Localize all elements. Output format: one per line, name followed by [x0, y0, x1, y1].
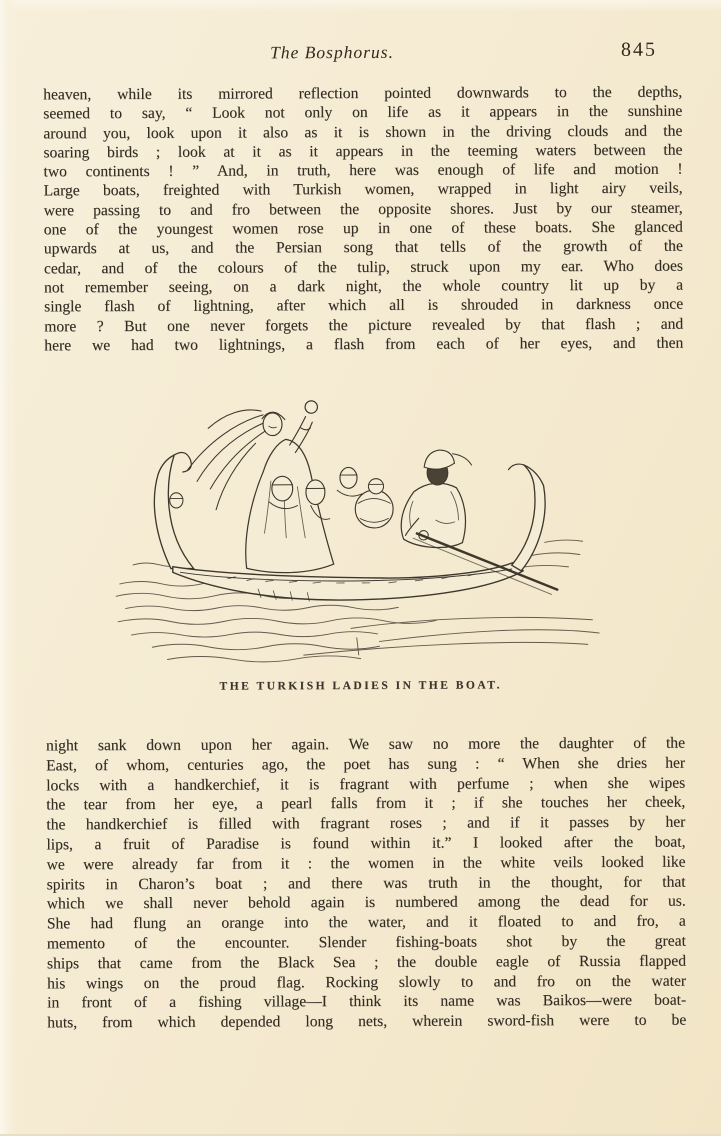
veiled-lady-2-head [306, 480, 325, 505]
text-line: one of the youngest women rose up in one of these boats. She glanced [44, 218, 683, 240]
boat-prow [154, 455, 193, 569]
paragraph-1 [43, 83, 683, 356]
stern-tip [508, 464, 523, 470]
text-line: spirits in Charon’s boat ; and there was truth in the thought, for that [47, 872, 686, 895]
veiled-lady-1-head [272, 476, 293, 501]
text-line: upwards at us, and the Persian song that tells of the growth of the [44, 237, 683, 259]
text-line: Large boats, freighted with Turkish women, wrapped in light airy veils, [44, 179, 683, 201]
orange-fruit [305, 401, 317, 413]
page-number: 845 [621, 39, 657, 62]
running-title: The Bosphorus. [43, 41, 621, 65]
text-line: his wings on the proud flag. Rocking slowly to and fro on the water [47, 971, 686, 994]
text-line: the tear from her eye, a pearl falls from it ; if she touches her cheek, [46, 793, 685, 816]
text-line: lips, a fruit of Paradise is found within it.” I looked after the boat, [46, 833, 685, 856]
text-line: around you, look upon it also as it is shown in the driving clouds and the [43, 121, 682, 143]
text-line: huts, from which depended long nets, wherein sword-fish were to be [47, 1011, 686, 1034]
text-line: East, of whom, centuries ago, the poet has sung : “ When she dries her [46, 753, 685, 776]
woman-dress [245, 439, 334, 573]
text-line: in front of a fishing village—I think its name was Baikos—were boat- [47, 991, 686, 1014]
paragraph-2 [46, 734, 686, 1034]
text-line: locks with a handkerchief, it is fragrant with perfume ; when she wipes [46, 773, 685, 796]
woman-head [263, 413, 282, 436]
text-line: cedar, and of the colours of the tulip, struck upon my ear. Who does [44, 256, 683, 278]
veiled-head-prow [170, 493, 183, 508]
illustration-figure [99, 385, 620, 671]
text-line: memento of the encounter. Slender fishing-boats shot by the great [47, 932, 686, 955]
illustration-caption: THE TURKISH LADIES IN THE BOAT. [156, 679, 566, 693]
boat-engraving-illustration [99, 385, 620, 671]
text-line: more ? But one never forgets the picture revealed by that flash ; and [44, 314, 683, 336]
text-line: heaven, while its mirrored reflection pointed downwards to the depths, [43, 83, 682, 105]
text-line: seemed to say, “ Look not only on life as it appears in the sunshine [43, 102, 682, 124]
text-line: night sank down upon her again. We saw no more the daughter of the [46, 734, 685, 757]
text-line: we were already far from it : the women in the white veils looked like [47, 852, 686, 875]
running-head [43, 41, 681, 68]
text-line: were passing to and fro between the opposite shores. Just by our steamer, [44, 198, 683, 220]
text-line: not remember seeing, on a dark night, the whole country lit up by a [44, 276, 683, 298]
text-line: the handkerchief is filled with fragrant roses ; and if it passes by her [46, 813, 685, 836]
text-line: which we shall never behold again is numbered among the dead for us. [47, 892, 686, 915]
text-line: single flash of lightning, after which all is shrouded in darkness once [44, 295, 683, 317]
bundled-figure-head [368, 479, 383, 494]
rower-cap [424, 450, 454, 469]
text-line: two continents ! ” And, in truth, here was enough of life and motion ! [43, 160, 682, 182]
text-line: ships that came from the Black Sea ; the double eagle of Russia flapped [47, 951, 686, 974]
text-line: soaring birds ; look at it as it appears in the teeming waters between the [43, 140, 682, 162]
veiled-lady-3-head [340, 467, 357, 488]
rower-body [401, 483, 466, 548]
boat-stern [511, 465, 545, 571]
text-line: She had flung an orange into the water, and it floated to and fro, a [47, 912, 686, 935]
text-line: here we had two lightnings, a flash from each of her eyes, and then [44, 333, 683, 355]
cap-tassel [453, 454, 472, 465]
